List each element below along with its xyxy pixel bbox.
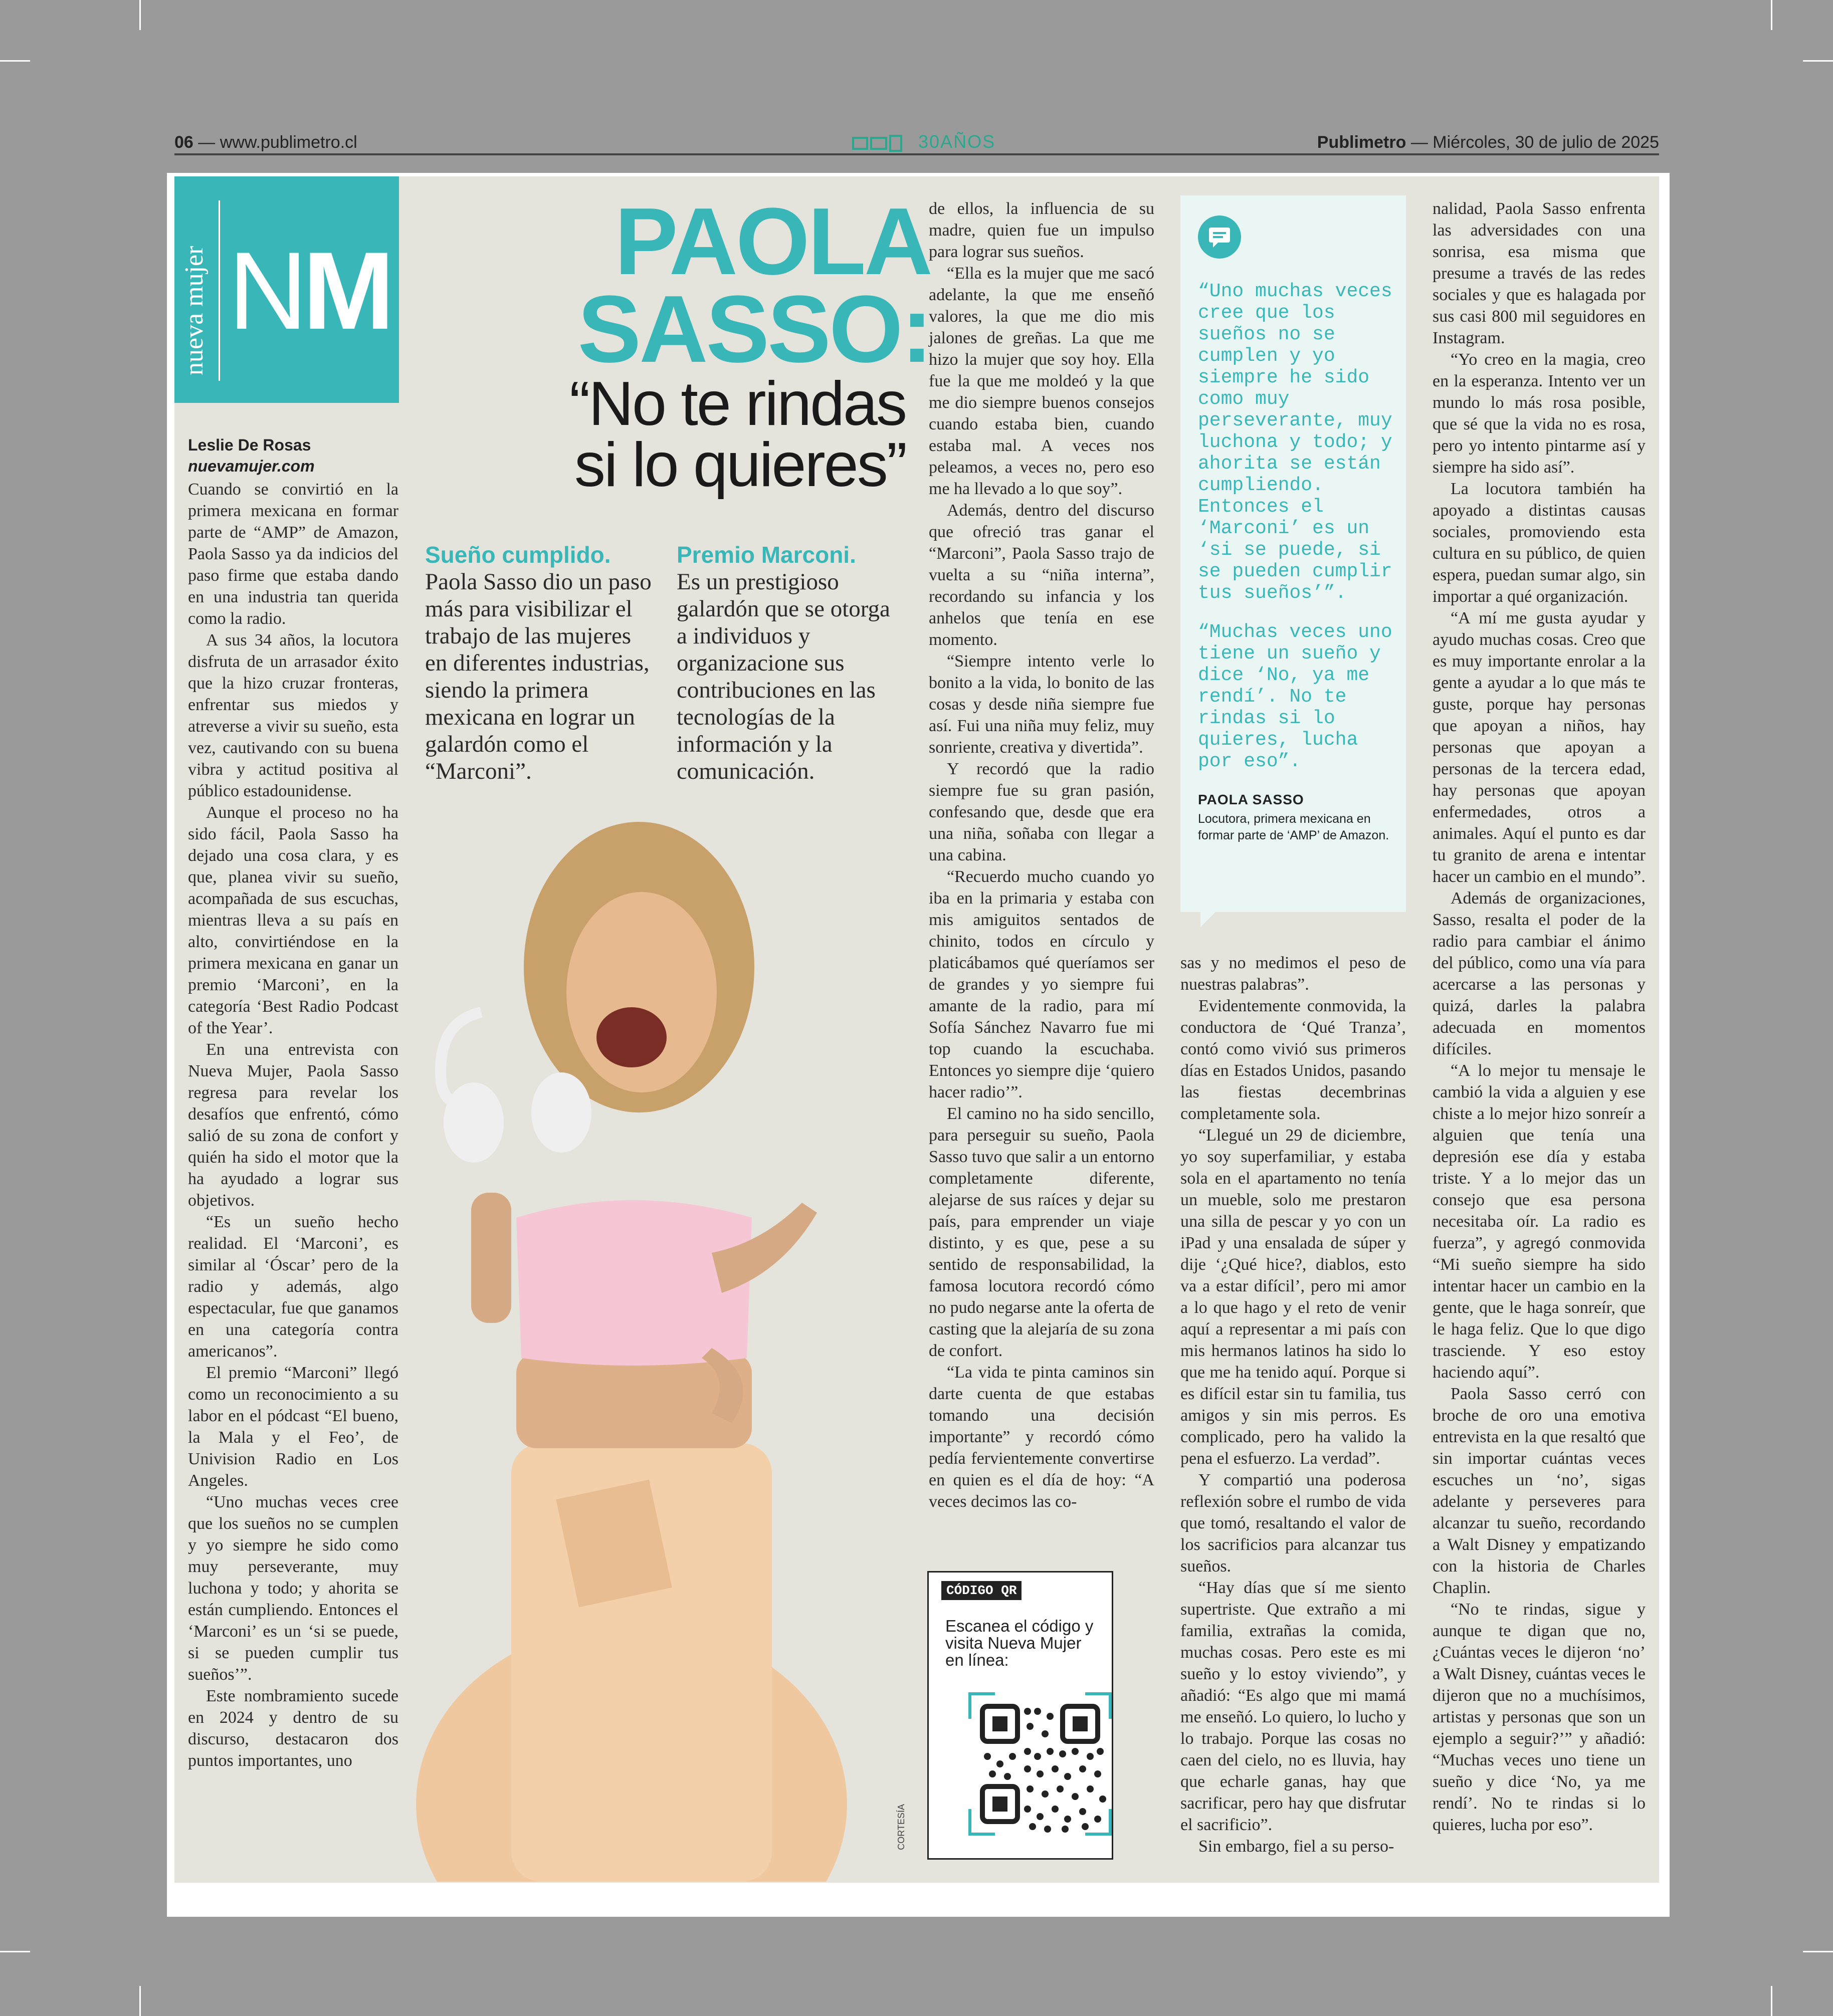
paragraph: A sus 34 años, la locutora disfruta de un arrasador éxito que la hizo cruzar fronteras, enfrentar sus miedos y atreverse a vivir su sueño, esta vez, cautivando con su buena vibra y actitud positiva al público estadounidense. [188,631,398,800]
portrait-photo [351,802,907,1882]
paragraph: “A mí me gusta ayudar y ayudo muchas cosas. Creo que es muy importante enrolar a la gente a ayudar a lo que más te guste, porque hay personas que apoyan a niños, hay personas que apoyan a personas de la tercera edad, hay personas que apoyan enfermedades, otros a animales. Aquí el punto es dar tu granito de arena e intentar hacer un cambio en el mundo”. [1433,609,1646,886]
section-name: nueva mujer [180,246,209,376]
paragraph: Sin embargo, fiel a su perso- [1198,1837,1394,1856]
site-url: — www.publimetro.cl [198,133,357,152]
paragraph: de ellos, la influencia de su madre, quien fue un impulso para lograr sus sueños. [929,199,1154,261]
pullquote-tail [1180,902,1231,927]
byline-source: nuevamujer.com [188,457,315,475]
title-line-1: PAOLA [615,188,931,295]
headline-title [577,188,931,382]
kicker-award [677,541,897,785]
paragraph: “Siempre intento verle lo bonito a la vida, lo bonito de las cosas y desde niña siempre fue así. Fui una niña muy feliz, muy sonriente, creativa y divertida”. [929,652,1154,757]
paragraph: Cuando se convirtió en la primera mexicana en formar parte de “AMP” de Amazon, Paola Sasso ya da indicios del paso firme que estaba dando en una industria tan querida como la radio. [188,480,398,628]
page-header-right [1317,133,1659,152]
paragraph: “Llegué un 29 de diciembre, yo soy superfamiliar, y estaba sola en el apartamento no tenía un mueble, solo me prestaron una silla de pescar y yo con un iPad y una ensalada de súper y dije ‘¿Qué hice?, diablos, esto va a estar difícil’, pero mi amor a lo que hago y el reto de venir aquí a representar a mi país con mis hermanos latinos ha sido lo que me ha tenido aquí. Porque si es difícil estar sin tu familia, tus amigos y sin mis perros. Es complicado, pero ha valido la pena el esfuerzo. La verdad”. [1180,1126,1406,1468]
publimetro-icons [852,134,912,152]
article-column-5 [1433,198,1646,1836]
article-column-1 [188,479,398,1771]
nm-logo [228,229,395,352]
paragraph: Además de organizaciones, Sasso, resalta el poder de la radio para cambiar el ánimo del público, como una vía para acercarse a las personas y quizá, darles la palabra adecuada en momentos difíciles. [1433,889,1646,1058]
pullquote-name: PAOLA SASSO [1198,792,1304,807]
paragraph: Paola Sasso cerró con broche de oro una emotiva entrevista en la que resaltó que sin importar cuántas veces escuches un ‘no’, sigas adelante y perseveres para alcanzar tu sueño, recordando a Walt Disney y empatizando con la historia de Charles Chaplin. [1433,1385,1646,1597]
headline-subtitle [569,369,906,500]
paragraph: “Yo creo en la magia, creo en la esperanza. Intento ver un mundo lo más rosa posible, que sé que la vida no es rosa, pero yo intento pintarme así y siempre ha sido así”. [1433,350,1646,477]
crop-mark [1803,1951,1833,1952]
paragraph: “Uno muchas veces cree que los sueños no se cumplen y yo siempre he sido como muy perseverante, muy luchona y todo; y ahorita se están cumpliendo. Entonces el ‘Marconi’ es un ‘si se puede, si se pueden cumplir tus sueños’”. [188,1493,398,1684]
paragraph: Y compartió una poderosa reflexión sobre el rumbo de vida que tomó, resaltando el valor de los sacrificios para alcanzar tus sueños. [1180,1471,1406,1576]
paragraph: En una entrevista con Nueva Mujer, Paola Sasso regresa para revelar los desafíos que enfrentó, cómo salió de su zona de confort y quién ha sido el motor que la ha ayudado a lograr sus objetivos. [188,1040,398,1210]
crop-mark [1771,1986,1772,2016]
article-column-4 [1180,952,1406,1857]
anniversary-logo [852,131,995,152]
paragraph: Aunque el proceso no ha sido fácil, Paola Sasso ha dejado una cosa clara, y es que, planea vivir su sueño, acompañada de sus escuchas, mientras lleva a su país en alto, convirtiéndose en la primera mexicana en ganar un premio ‘Marconi’, en la categoría ‘Best Radio Podcast of the Year’. [188,803,398,1037]
qr-label: CÓDIGO QR [941,1581,1022,1600]
pullquote-2: “Muchas veces uno tiene un sueño y dice ‘No, ya me rendí’. No te rindas si lo quieres, lucha por eso”. [1198,621,1392,772]
crop-mark [1803,60,1833,62]
chat-icon [1198,215,1241,259]
paragraph: “A lo mejor tu mensaje le cambió la vida a alguien y ese chiste a lo mejor hizo sonreír a alguien que tenía una depresión ese día y estaba triste. Y a lo mejor das un consejo que esa persona necesitaba oír. La radio es fuerza”, y agregó conmovida “Mi sueño siempre ha sido intentar hacer un cambio en la gente, que le haga sonreír, que le haga feliz. Que lo que digo trasciende. Y eso estoy haciendo aquí”. [1433,1061,1646,1382]
paragraph: Este nombramiento sucede en 2024 y dentro de su discurso, destacaron dos puntos importantes, uno [188,1687,398,1770]
paragraph: “Recuerdo mucho cuando yo iba en la primaria y estaba con mis amiguitos sentados de chinito, todos en círculo y platicábamos qué queríamos ser de grandes y yo siempre fui amante de la radio, para mí Sofía Sánchez Navarro fue mi top cuando la escuchaba. Entonces yo siempre dije ‘quiero hacer radio’”. [929,867,1154,1101]
paragraph: sas y no medimos el peso de nuestras palabras”. [1180,954,1406,994]
title-line-2: SASSO: [577,276,931,382]
paragraph: Evidentemente conmovida, la conductora de ‘Qué Tranza’, contó como vivió sus primeros días en Estados Unidos, pasando las fiestas decembrinas completamente sola. [1180,997,1406,1123]
kicker-body: Es un prestigioso galardón que se otorga a individuos y organizacione sus contribuciones en las tecnologías de la información y la comunicación. [677,569,890,784]
qr-code-icon[interactable] [965,1689,1115,1839]
crop-mark [0,60,30,62]
crop-mark [0,1951,30,1952]
section-divider [219,200,220,381]
kicker-head: Sueño cumplido. [425,542,611,568]
paragraph: “Hay días que sí me siento supertriste. Que extraño a mi familia, extrañas la comida, muchas cosas. Pero este es mi sueño y lo estoy viviendo”, y añadió: “Es algo que mi mamá me enseñó. Lo quiero, lo lucho y lo trabajo. Porque las cosas no caen del cielo, no es lluvia, hay que echarle ganas, hay que sacrificar, pero hay que disfrutar el sacrificio”. [1180,1579,1406,1834]
publication-date: — Miércoles, 30 de julio de 2025 [1410,133,1659,152]
logo-m: M [302,229,395,352]
paragraph: El camino no ha sido sencillo, para perseguir su sueño, Paola Sasso tuvo que salir a un entorno completamente diferente, alejarse de sus raíces y dejar su país, para emprender un viaje distinto, y es que, pese a su sentido de responsabilidad, la famosa locutora recordó cómo no pudo negarse ante la oferta de casting que la alejaría de su zona de confort. [929,1104,1154,1360]
crop-mark [139,0,141,30]
paragraph: “La vida te pinta caminos sin darte cuenta de que estabas tomando una decisión importante” y recordó cómo pedía fervientemente convertirse en quien es el día de hoy: “A veces decimos las co- [929,1363,1154,1511]
qr-text: Escanea el código y visita Nueva Mujer en línea: [945,1617,1094,1669]
kicker-body: Paola Sasso dio un paso más para visibilizar el trabajo de las mujeres en diferentes industrias, siendo la primera mexicana en lograr un galardón como el “Marconi”. [425,569,652,784]
kicker-dream [425,541,653,785]
crop-mark [1771,0,1772,30]
header-rule [174,153,1659,155]
page-header-left [174,133,357,152]
photo-credit: CORTESÍA [896,1804,906,1850]
article-column-3 [929,198,1154,1512]
crop-mark [139,1986,141,2016]
paragraph: El premio “Marconi” llegó como un reconocimiento a su labor en el pódcast “El bueno, la Mala y el Feo’, de Univision Radio en Los Angeles. [188,1364,398,1490]
kicker-head: Premio Marconi. [677,542,856,568]
page-number: 06 [174,133,193,152]
paragraph: “No te rindas, sigue y aunque te digan que no, ¿Cuántas veces le dijeron ‘no’ a Walt Disney, cuántas veces le dijeron que no a muchísimos, artistas y personas que son un ejemplo a seguir?’” y añadió: “Muchas veces uno tiene un sueño y dice ‘No, ya me rendí’. No te rindas si lo quieres, lucha por eso”. [1433,1600,1646,1834]
pullquote-1: “Uno muchas veces cree que los sueños no se cumplen y yo siempre he sido como muy perseverante, muy luchona y todo; y ahorita se están cumpliendo. Entonces el ‘Marconi’ es un ‘si se puede, si se pueden cumplir tus sueños’”. [1198,281,1392,604]
byline-author: Leslie De Rosas [188,436,311,454]
paragraph: “Es un sueño hecho realidad. El ‘Marconi’, es similar al ‘Óscar’ pero de la radio y además, algo espectacular, fue que ganamos en una categoría contra americanos”. [188,1213,398,1361]
paragraph: La locutora también ha apoyado a distintas causas sociales, promoviendo esta cultura en su público, de quien espera, puedan sumar algo, sin importar a qué organización. [1433,480,1646,606]
pullquote-role: Locutora, primera mexicana en formar parte de ‘AMP’ de Amazon. [1198,812,1389,842]
logo-n: N [228,229,303,352]
subtitle-line-1: “No te rindas [569,369,906,438]
anniversary-text: 30AÑOS [918,131,996,152]
paragraph: “Ella es la mujer que me sacó adelante, la que me enseñó valores, la que me dio mis jalones de greñas. La que me hizo la mujer que soy hoy. Ella fue la que me moldeó y la que me dio siempre buenos consejos cuando estaba bien, cuando estaba mal. A veces nos peleamos, a veces no, pero eso me ha llevado a lo que soy”. [929,264,1154,498]
paragraph: Y recordó que la radio siempre fue su gran pasión, confesando que, desde que era una niña, soñaba con llegar a una cabina. [929,760,1154,864]
subtitle-line-2: si lo quieres” [574,430,906,500]
paragraph: Además, dentro del discurso que ofreció tras ganar el “Marconi”, Paola Sasso trajo de vuelta a su “niña interna”, recordando su infancia y los anhelos que tenía en ese momento. [929,501,1154,649]
publication-name: Publimetro [1317,133,1406,152]
paragraph: nalidad, Paola Sasso enfrenta las adversidades con una sonrisa, esa misma que presume a través de las redes sociales y que es halagada por sus casi 800 mil seguidores en Instagram. [1433,199,1646,347]
